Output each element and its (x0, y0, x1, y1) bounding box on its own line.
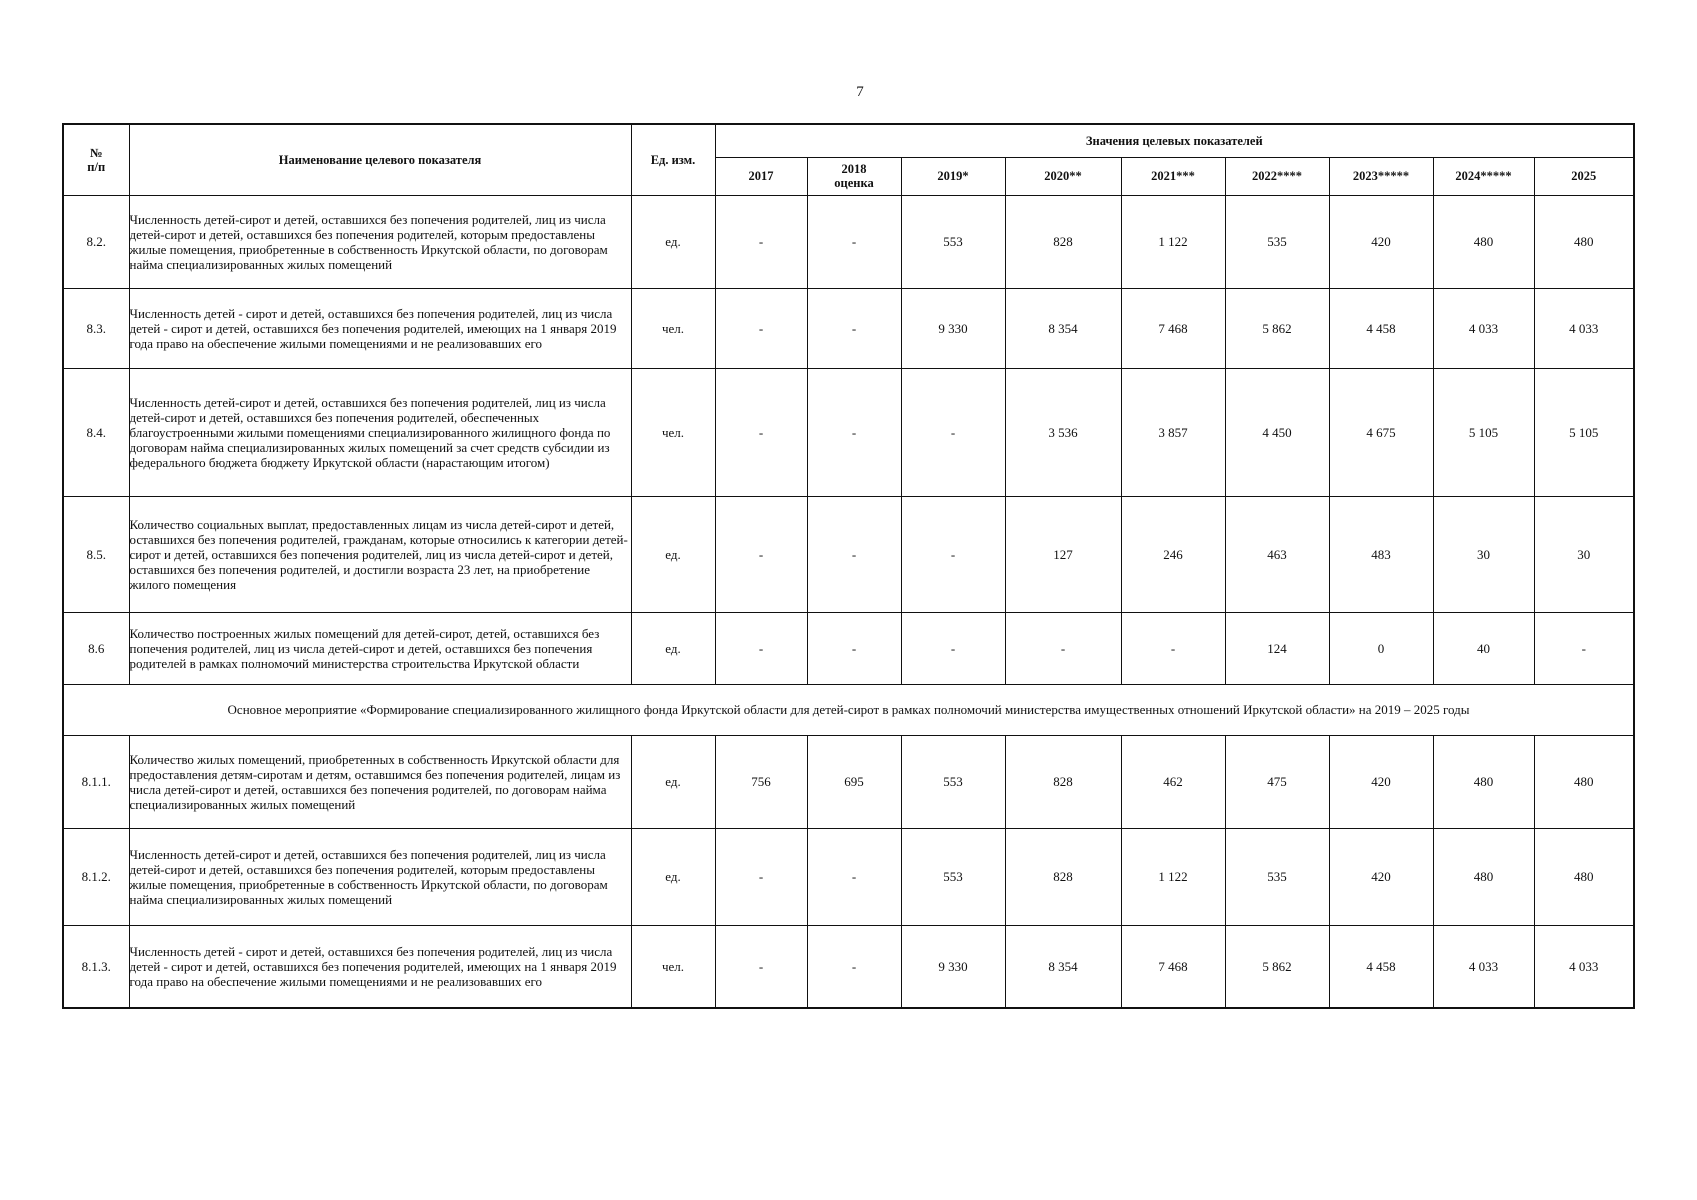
row-number: 8.6 (63, 612, 129, 684)
indicator-value: - (715, 288, 807, 368)
indicator-value: 5 105 (1433, 368, 1534, 496)
indicator-value: 0 (1329, 612, 1433, 684)
table-row (63, 735, 1634, 828)
indicator-value: 4 458 (1329, 288, 1433, 368)
indicator-unit: ед. (631, 612, 715, 684)
indicator-value: 4 675 (1329, 368, 1433, 496)
indicator-value: 3 857 (1121, 368, 1225, 496)
indicator-name: Численность детей - сирот и детей, оставшихся без попечения родителей, лиц из числа детей - сирот и детей, оставшихся без попечения родителей, имеющих на 1 января 2019 года право на обеспечение жилыми помещениями и не реализовавших его (129, 288, 631, 368)
indicator-value: 480 (1433, 828, 1534, 925)
header-year: 2021*** (1121, 157, 1225, 195)
table-row (63, 612, 1634, 684)
indicator-value: 9 330 (901, 288, 1005, 368)
indicator-value: 480 (1433, 195, 1534, 288)
indicator-value: 246 (1121, 496, 1225, 612)
header-year: 2023***** (1329, 157, 1433, 195)
target-indicators-table (62, 123, 1635, 1009)
header-name: Наименование целевого показателя (129, 124, 631, 195)
indicator-value: - (715, 195, 807, 288)
header-values-title: Значения целевых показателей (715, 124, 1634, 157)
indicator-value: 480 (1433, 735, 1534, 828)
indicator-value: - (807, 288, 901, 368)
indicator-value: 828 (1005, 195, 1121, 288)
indicator-name: Численность детей - сирот и детей, оставшихся без попечения родителей, лиц из числа детей - сирот и детей, оставшихся без попечения родителей, имеющих на 1 января 2019 года право на обеспечение жилыми помещениями и не реализовавших его (129, 925, 631, 1008)
indicator-value: 4 458 (1329, 925, 1433, 1008)
indicator-value: 4 033 (1433, 288, 1534, 368)
indicator-name: Численность детей-сирот и детей, оставшихся без попечения родителей, лиц из числа детей-сирот и детей, оставшихся без попечения родителей, которым предоставлены жилые помещения, приобретенные в собственность Иркутской области, по договорам найма специализированных жилых помещений (129, 828, 631, 925)
indicator-value: 7 468 (1121, 288, 1225, 368)
indicator-unit: чел. (631, 288, 715, 368)
indicator-name: Количество социальных выплат, предоставленных лицам из числа детей-сирот и детей, оставшихся без попечения родителей, гражданам, которые относились к категории детей-сирот и детей, оставшихся без попечения родителей, лиц из числа детей-сирот и детей, оставшихся без попечения родителей, и достигли возраста 23 лет, на приобретение жилого помещения (129, 496, 631, 612)
header-year: 2022**** (1225, 157, 1329, 195)
row-number: 8.3. (63, 288, 129, 368)
indicator-value: 9 330 (901, 925, 1005, 1008)
indicator-value: - (715, 612, 807, 684)
section-title: Основное мероприятие «Формирование специализированного жилищного фонда Иркутской области для детей-сирот в рамках полномочий министерства имущественных отношений Иркутской области» на 2019 – 2025 годы (63, 684, 1634, 735)
indicator-value: 5 862 (1225, 925, 1329, 1008)
indicator-value: 480 (1534, 828, 1634, 925)
indicator-value: 3 536 (1005, 368, 1121, 496)
table-row (63, 828, 1634, 925)
header-year: 2019* (901, 157, 1005, 195)
indicator-value: - (807, 925, 901, 1008)
indicator-value: 756 (715, 735, 807, 828)
indicator-value: 5 862 (1225, 288, 1329, 368)
row-number: 8.4. (63, 368, 129, 496)
indicator-value: 4 450 (1225, 368, 1329, 496)
indicator-value: - (807, 496, 901, 612)
indicator-unit: ед. (631, 735, 715, 828)
indicator-name: Численность детей-сирот и детей, оставшихся без попечения родителей, лиц из числа детей-сирот и детей, оставшихся без попечения родителей, обеспеченных благоустроенными жилыми помещениями специализированного жилищного фонда по договорам найма специализированных жилых помещений за счет средств субсидии из федерального бюджета бюджету Иркутской области (нарастающим итогом) (129, 368, 631, 496)
indicator-value: 828 (1005, 735, 1121, 828)
indicator-value: 40 (1433, 612, 1534, 684)
indicator-value: 5 105 (1534, 368, 1634, 496)
indicator-value: - (715, 368, 807, 496)
indicator-value: 480 (1534, 735, 1634, 828)
section-row (63, 684, 1634, 735)
row-number: 8.1.1. (63, 735, 129, 828)
indicator-value: 30 (1534, 496, 1634, 612)
row-number: 8.5. (63, 496, 129, 612)
table-row (63, 288, 1634, 368)
indicator-value: 4 033 (1433, 925, 1534, 1008)
indicator-value: - (901, 612, 1005, 684)
indicator-value: - (807, 368, 901, 496)
header-year: 2024***** (1433, 157, 1534, 195)
indicator-value: 420 (1329, 735, 1433, 828)
header-num: № п/п (63, 124, 129, 195)
indicator-value: 7 468 (1121, 925, 1225, 1008)
indicator-value: - (1534, 612, 1634, 684)
indicator-value: - (807, 612, 901, 684)
indicator-value: 462 (1121, 735, 1225, 828)
indicator-name: Численность детей-сирот и детей, оставшихся без попечения родителей, лиц из числа детей-сирот и детей, оставшихся без попечения родителей, которым предоставлены жилые помещения, приобретенные в собственность Иркутской области, по договорам найма специализированных жилых помещений (129, 195, 631, 288)
indicator-name: Количество жилых помещений, приобретенных в собственность Иркутской области для предоставления детям-сиротам и детям, оставшимся без попечения родителей, лицам из числа детей-сирот и детей, оставшихся без попечения родителей, по договорам найма специализированных жилых помещений (129, 735, 631, 828)
header-year: 2020** (1005, 157, 1121, 195)
indicator-value: - (715, 828, 807, 925)
indicator-value: 127 (1005, 496, 1121, 612)
indicator-value: - (715, 925, 807, 1008)
header-unit: Ед. изм. (631, 124, 715, 195)
indicator-value: 8 354 (1005, 925, 1121, 1008)
indicator-name: Количество построенных жилых помещений для детей-сирот, детей, оставшихся без попечения родителей, лиц из числа детей-сирот и детей, оставшихся без попечения родителей в рамках полномочий министерства строительства Иркутской области (129, 612, 631, 684)
indicator-value: - (715, 496, 807, 612)
indicator-value: 1 122 (1121, 195, 1225, 288)
table-row (63, 195, 1634, 288)
table-row (63, 496, 1634, 612)
row-number: 8.1.2. (63, 828, 129, 925)
indicator-value: 8 354 (1005, 288, 1121, 368)
indicator-value: - (901, 496, 1005, 612)
indicator-value: 483 (1329, 496, 1433, 612)
indicator-unit: ед. (631, 496, 715, 612)
indicator-value: - (807, 828, 901, 925)
row-number: 8.1.3. (63, 925, 129, 1008)
indicator-value: 420 (1329, 828, 1433, 925)
indicator-value: - (1121, 612, 1225, 684)
header-year: 2017 (715, 157, 807, 195)
indicator-value: 124 (1225, 612, 1329, 684)
header-year: 2025 (1534, 157, 1634, 195)
header-year: 2018 оценка (807, 157, 901, 195)
indicator-value: 480 (1534, 195, 1634, 288)
indicator-unit: чел. (631, 925, 715, 1008)
indicator-value: 420 (1329, 195, 1433, 288)
indicator-value: - (807, 195, 901, 288)
indicator-unit: ед. (631, 828, 715, 925)
indicator-value: - (1005, 612, 1121, 684)
indicator-value: 475 (1225, 735, 1329, 828)
indicator-value: 30 (1433, 496, 1534, 612)
table-row (63, 925, 1634, 1008)
row-number: 8.2. (63, 195, 129, 288)
indicator-value: 553 (901, 195, 1005, 288)
indicator-value: 4 033 (1534, 288, 1634, 368)
indicator-unit: ед. (631, 195, 715, 288)
indicator-value: 463 (1225, 496, 1329, 612)
indicator-value: 535 (1225, 828, 1329, 925)
indicator-value: 1 122 (1121, 828, 1225, 925)
indicator-value: 695 (807, 735, 901, 828)
page-number: 7 (856, 84, 864, 100)
indicator-value: 553 (901, 735, 1005, 828)
indicator-value: 4 033 (1534, 925, 1634, 1008)
indicator-value: 828 (1005, 828, 1121, 925)
table-row (63, 368, 1634, 496)
header-row-1 (63, 124, 1634, 157)
indicator-value: 535 (1225, 195, 1329, 288)
indicator-value: 553 (901, 828, 1005, 925)
indicator-value: - (901, 368, 1005, 496)
indicator-unit: чел. (631, 368, 715, 496)
